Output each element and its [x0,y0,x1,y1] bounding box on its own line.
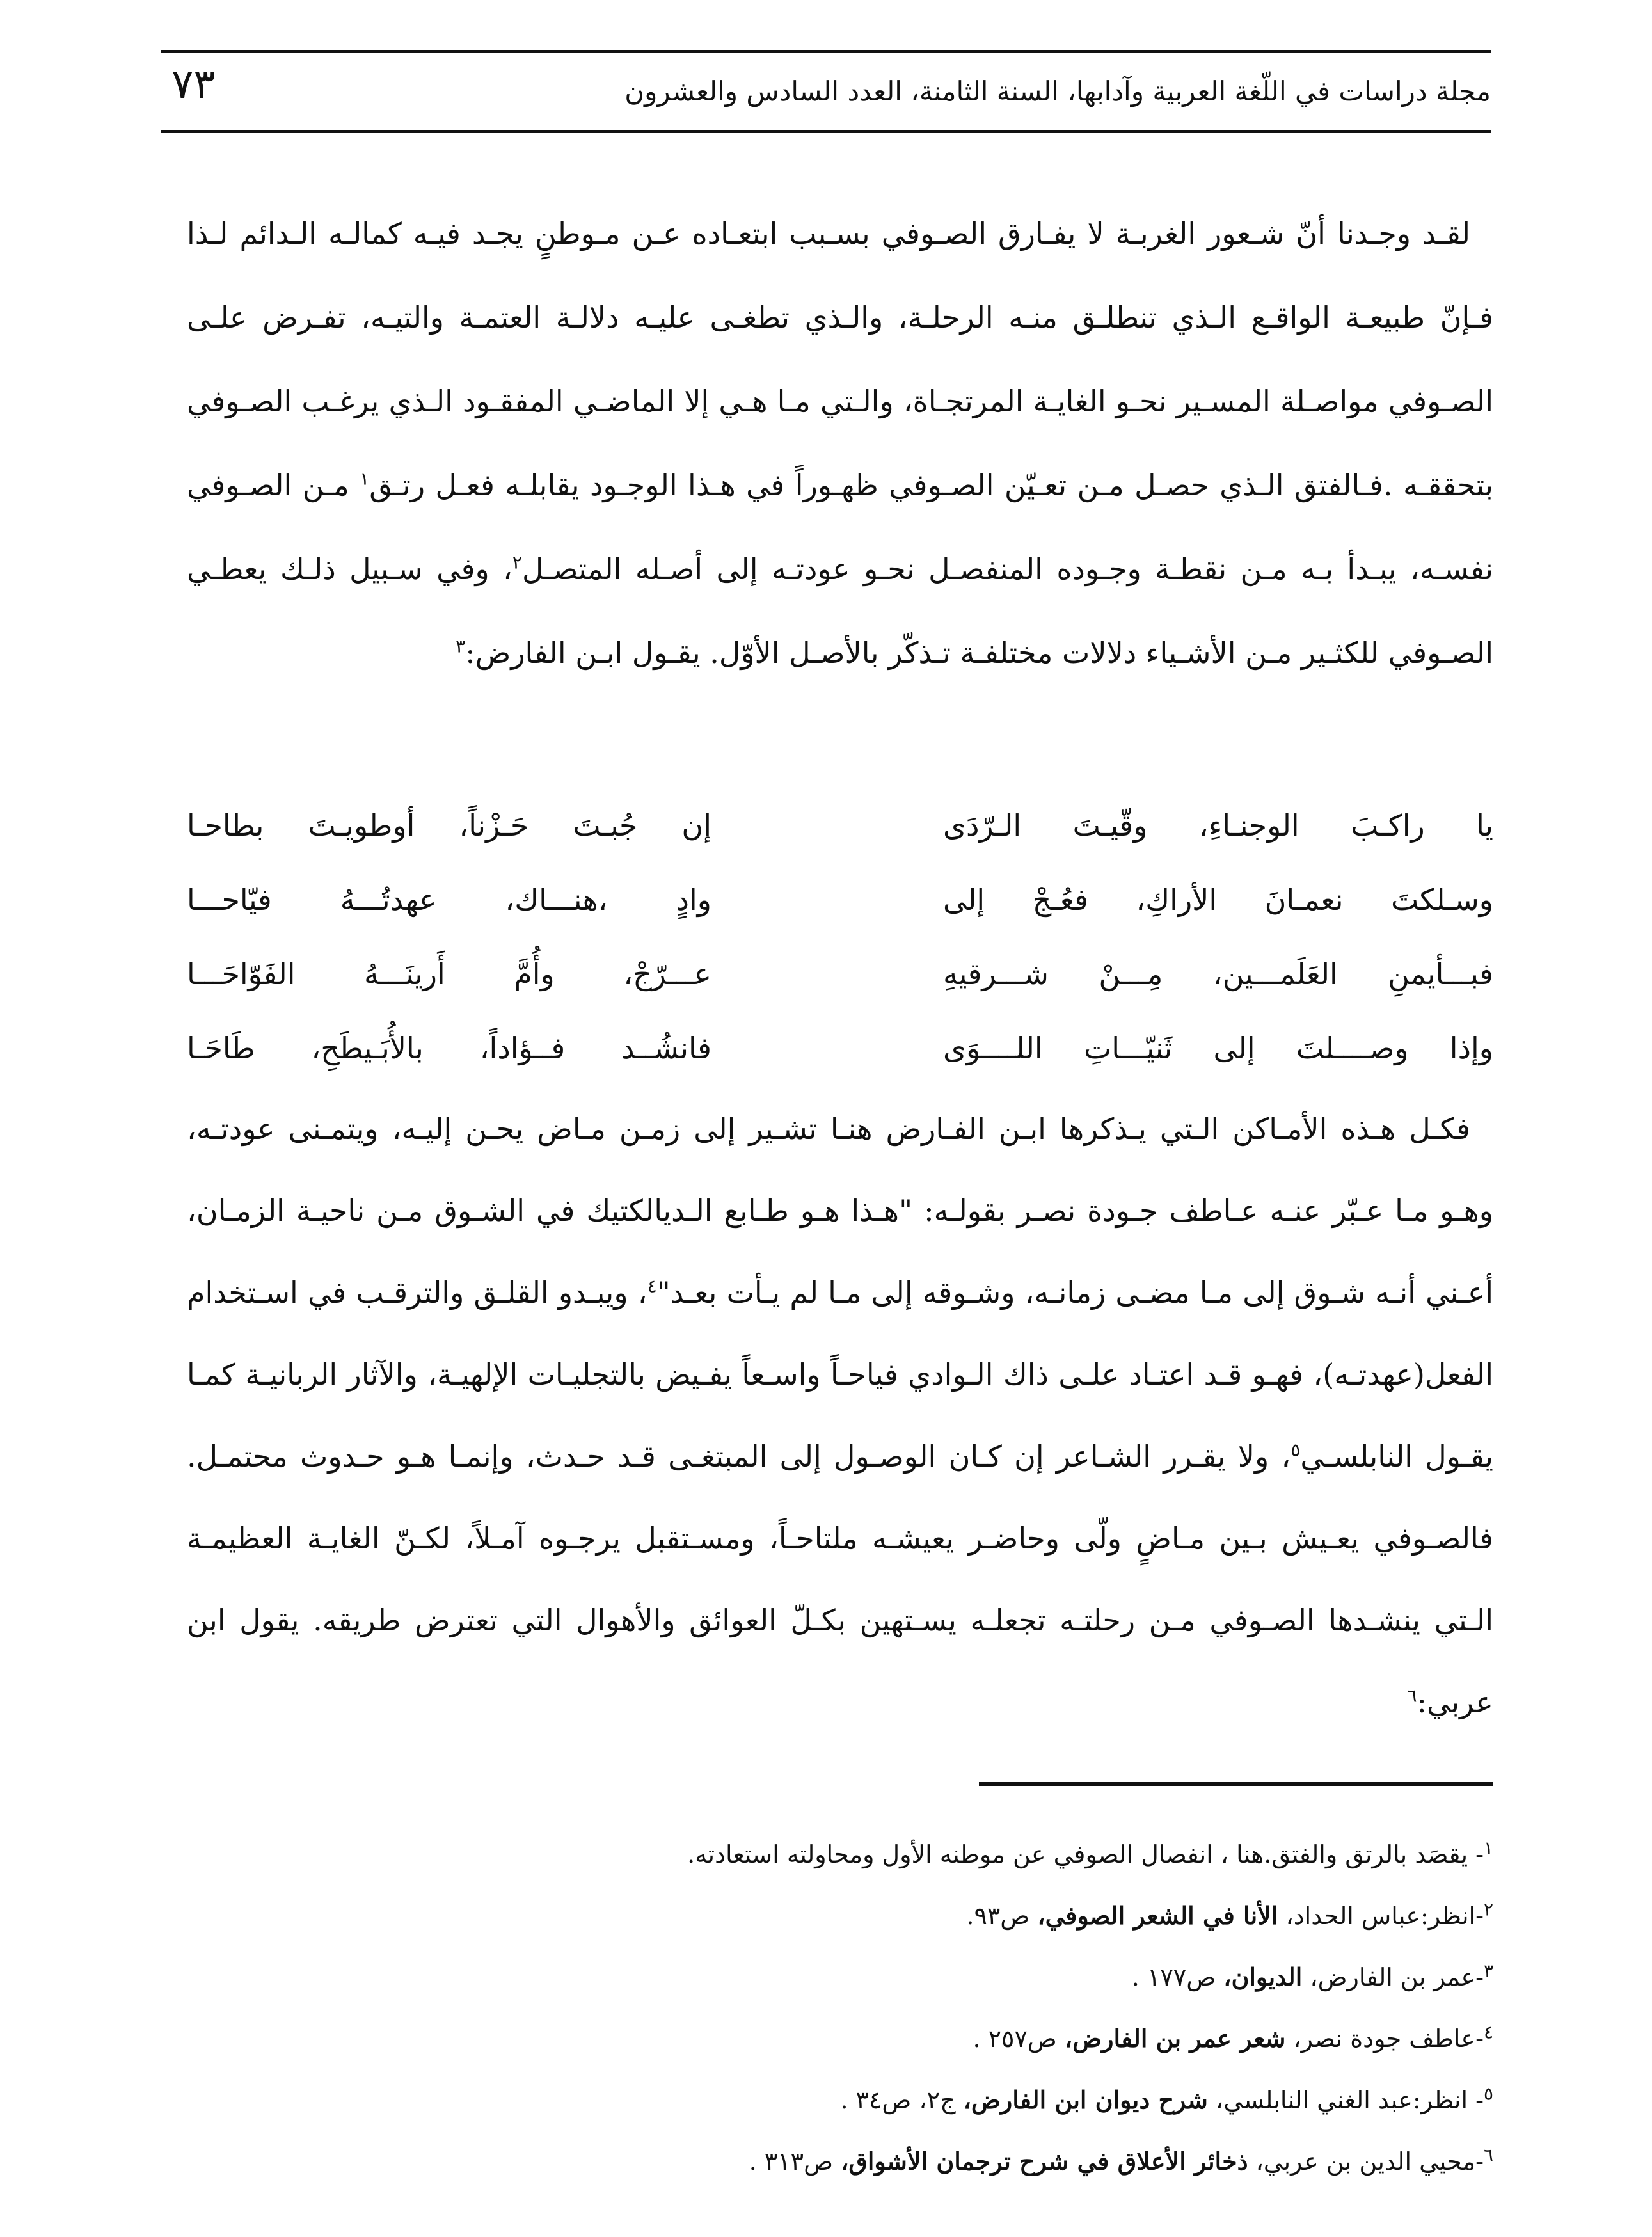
footnotes-list [278,1824,1493,2192]
header-bottom-rule [161,130,1491,133]
footnote-item [278,1824,1493,1885]
footnote-item [278,2008,1493,2069]
poem-verse [187,863,1493,937]
paragraph-1-part-b: مـن الصـوفي نفسـه، يبـدأ بـه مـن نقطـة وجـوده المنفصـل نحـو عودتـه إلى أصـله المتصـل [187,468,1494,586]
footnote-item [278,2131,1493,2192]
verse-second-hemistich: وادٍ ،هنـــاك، عهدتُـــهُ فيّاحـــا [187,882,711,917]
footnote-number: ٥ [1483,2083,1493,2105]
verse-second-hemistich: عـــرّجْ، وأُمَّ أَرينَـــهُ الفَوّاحَـــا [187,957,711,991]
footnote-number: ٤ [1483,2021,1493,2043]
footnote-page: ص٩٣. [966,1902,1038,1930]
footnote-text: -عمر بن الفارض، [1302,1963,1484,1991]
footnote-number: ٦ [1483,2144,1493,2166]
paragraph-2-part-b: ، ويبـدو القلـق والترقـب في اسـتخدام الفعل(عهدتـه)، فهـو قـد اعتـاد علـى ذاك الـوادي فياحـاً واسـعاً يفـيض بالتجليـات الإلهيـة، والآثار الربانيـة كمـا يقـول النابلسـي [187,1275,1493,1474]
journal-title: مجلة دراسات في اللّغة العربية وآدابها، السنة الثامنة، العدد السادس والعشرون [624,76,1491,107]
footnote-ref-3[interactable]: ٣ [456,635,466,657]
header-top-rule [161,50,1491,53]
paragraph-2-part-a: فكـل هـذه الأمـاكن الـتي يـذكرها ابـن الفـارض هنـا تشـير إلى زمـن مـاض يحـن إليـه، ويتمـنى عودتـه، وهـو مـا عـبّر عنـه عـاطف جـودة نصـر بقولـه: "هـذا هـو طـابع الـديالكتيك في الشـوق مـن ناحيـة الزمـان، أعـني أنـه شـوق إلى مـا مضـى زمانـه، وشـوقه إلى مـا لم يـأت بعـد" [187,1111,1494,1310]
paragraph-2 [187,1088,1493,1743]
footnote-ref-2[interactable]: ٢ [512,552,522,573]
footnote-page: ج٢، ص٣٤ . [840,2086,964,2114]
footnote-page: ص٢٥٧ . [973,2025,1065,2053]
footnote-title: شرح ديوان ابن الفارض، [963,2085,1208,2114]
footnote-item [278,1885,1493,1946]
paragraph-1-text [187,192,1493,695]
footnote-text: - انظر:عبد الغني النابلسي، [1207,2086,1484,2114]
page-number: ٧٣ [171,61,216,108]
footnote-text: -عاطف جودة نصر، [1285,2025,1484,2053]
paragraph-1-part-c: ، وفي سـبيل ذلـك يعطـي الصـوفي للكثـير مـن الأشـياء دلالات مختلفـة تـذكّر بالأصـل الأوّل. يقـول ابـن الفارض: [187,552,1493,670]
footnote-page: ص١٧٧ . [1131,1963,1224,1991]
footnote-item [278,1946,1493,2008]
footnote-ref-6[interactable]: ٦ [1407,1685,1417,1707]
footnote-title: ذخائر الأعلاق في شرح ترجمان الأشواق، [841,2147,1248,2176]
footnote-text: - يقصَد بالرتق والفتق.هنا ، انفصال الصوفي عن موطنه الأول ومحاولته استعادته. [687,1840,1484,1868]
footnote-ref-4[interactable]: ٤ [647,1275,657,1297]
poem-verse [187,788,1493,863]
verse-first-hemistich: يا راكـبَ الوجنـاءِ، وقّيـتَ الـرّدَى [943,808,1493,843]
poem-verse [187,1011,1493,1085]
footnote-number: ٣ [1483,1960,1493,1982]
paragraph-1 [187,192,1493,695]
verse-first-hemistich: فبـــأيمنِ العَلَمـــين، مِـــنْ شـــرقيهِ [943,957,1493,991]
footnote-text: -محيي الدين بن عربي، [1248,2147,1484,2176]
verse-first-hemistich: وإذا وصــــلتَ إلى ثَنيّـــاتِ اللــــوَى [943,1031,1493,1065]
footnote-text: -انظر:عباس الحداد، [1278,1902,1484,1930]
footnote-item [278,2069,1493,2131]
footnote-ref-1[interactable]: ١ [360,468,370,490]
verse-second-hemistich: إن جُبـتَ حَـزْناً، أوطويـتَ بطاحـا [187,808,711,843]
footnote-page: ص٣١٣ . [749,2147,841,2176]
paragraph-2-text [187,1088,1493,1743]
footnote-number: ٢ [1483,1899,1493,1920]
poem-verse [187,937,1493,1011]
poem-block [187,788,1493,1085]
running-header [161,50,1491,133]
paragraph-1-part-a: لقـد وجـدنا أنّ شـعور الغربـة لا يفـارق الصـوفي بسـبب ابتعـاده عـن مـوطنٍ يجـد فيـه كمالـه الـدائم لـذا فـإنّ طبيعـة الواقـع الـذي تنطلـق منـه الرحلـة، والـذي تطغـى عليـه دلالـة العتمـة والتيـه، تفـرض علـى الصـوفي مواصـلة المسـير نحـو الغايـة المرتجـاة، والـتي مـا هـي إلا الماضـي المفقـود الـذي يرغـب الصـوفي بتحققـه .فـالفتق الـذي حصـل مـن تعـيّن الصـوفي ظهـوراً في هـذا الوجـود يقابلـه فعـل رتـق [187,216,1493,502]
footnote-ref-5[interactable]: ٥ [1291,1439,1301,1461]
footnote-separator [979,1782,1493,1786]
footnote-title: شعر عمر بن الفارض، [1064,2024,1286,2053]
footnote-number: ١ [1483,1837,1493,1859]
footnote-title: الديوان، [1223,1962,1303,1991]
verse-second-hemistich: فانشُــد فــؤاداً، بالأُبَـيطَحِ، طَاحَـا [187,1031,711,1065]
paragraph-2-part-c: ، ولا يقـرر الشـاعر إن كـان الوصـول إلى المبتغـى قـد حـدث، وإنمـا هـو حـدوث محتمـل. فالصـوفي يعـيش بـين مـاضٍ ولّى وحاضـر يعيشـه ملتاحـاً، ومسـتقبل يرجـوه آمـلاً، لكـنّ الغايـة العظيمـة الـتي ينشـدها الصـوفي مـن رحلتـه تجعلـه يسـتهين بكـلّ العوائق والأهوال التي تعترض طريقه. يقول ابن عربي: [187,1439,1493,1719]
footnote-title: الأنا في الشعر الصوفي، [1037,1901,1278,1930]
verse-first-hemistich: وسـلكتَ نعمـانَ الأراكِ، فعُـجْ إلى [943,882,1493,917]
